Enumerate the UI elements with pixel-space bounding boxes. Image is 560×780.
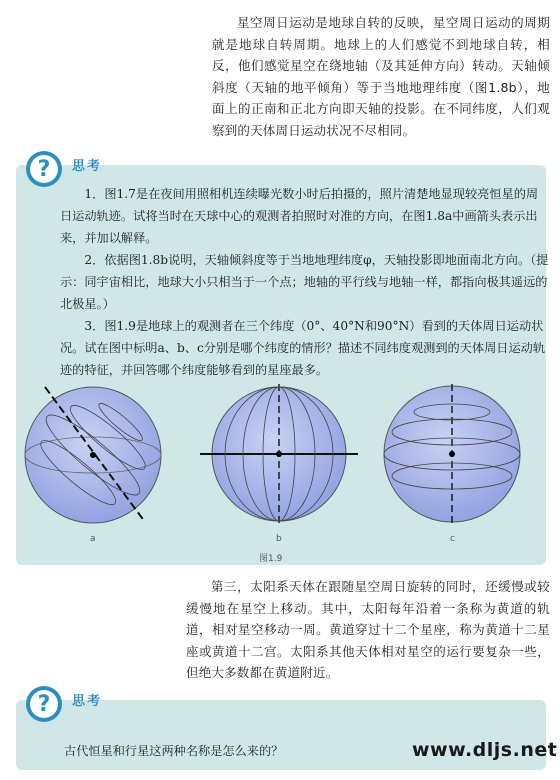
svg-text:?: ? — [37, 157, 51, 182]
intro-text: 星空周日运动是地球自转的反映，星空周日运动的周期就是地球自转周期。地球上的人们感觉不到地球自转，相反，他们感觉星空在绕地轴（及其延伸方向）转动。天轴倾斜度（天轴的地平倾角）等于当地地理纬度（图1.8b），地面上的正南和正北方向即天轴的投影。在不同纬度，人们观察到的天体周日运动状况不尽相同。 — [212, 15, 550, 138]
question-2-text: 2．依据图1.8b说明，天轴倾斜度等于当地地理纬度φ，天轴投影即地面南北方向。（提示：同宇宙相比，地球大小只相当于一个点；地轴的平行线与地轴一样，都指向极其遥远的北极星。） — [60, 253, 549, 311]
svg-text:?: ? — [37, 692, 51, 717]
third-paragraph — [186, 576, 550, 684]
think-label: 思考 — [72, 159, 103, 174]
think-label: 思考 — [72, 694, 103, 709]
celestial-spheres-diagram — [0, 382, 560, 557]
question-2 — [60, 249, 550, 315]
sphere-a — [25, 382, 170, 523]
figure-caption: 图1.9 — [259, 554, 283, 564]
question-mark-icon — [24, 684, 64, 724]
question-4: 古代恒星和行星这两种名称是怎么来的？ — [64, 744, 284, 758]
sphere-b — [200, 384, 358, 524]
question-mark-icon — [24, 149, 64, 189]
question-3 — [60, 315, 550, 381]
question-1 — [60, 183, 550, 249]
figure-1-9 — [0, 382, 560, 557]
question-1-text: 1．图1.7是在夜间用照相机连续曝光数小时后拍摄的，照片清楚地显现较亮恒星的周日运动轨迹。试将当时在天球中心的观测者拍照时对准的方向，在图1.8a中画箭头表示出来，并加以解释。 — [60, 187, 539, 245]
watermark: www.dljs.net — [412, 739, 558, 761]
third-text: 第三，太阳系天体在跟随星空周日旋转的同时，还缓慢或较缓慢地在星空上移动。其中，太阳每年沿着一条称为黄道的轨道，相对星空移动一周。黄道穿过十二个星座，称为黄道十二星座或黄道十二宫。太阳系其他天体相对星空的运行要复杂一些，但绝大多数都在黄道附近。 — [186, 579, 550, 681]
figure-label-a: a — [90, 534, 96, 544]
sphere-c — [384, 384, 520, 524]
question-3-text: 3．图1.9是地球上的观测者在三个纬度（0°、40°N和90°N）看到的天体周日运动状况。试在图中标明a、b、c分别是哪个纬度的情形？描述不同纬度观测到的天体周日运动轨迹的特征，并回答哪个纬度能够看到的星座最多。 — [60, 319, 546, 377]
intro-paragraph — [212, 12, 550, 142]
figure-label-c: c — [450, 534, 455, 544]
figure-label-b: b — [276, 534, 282, 544]
